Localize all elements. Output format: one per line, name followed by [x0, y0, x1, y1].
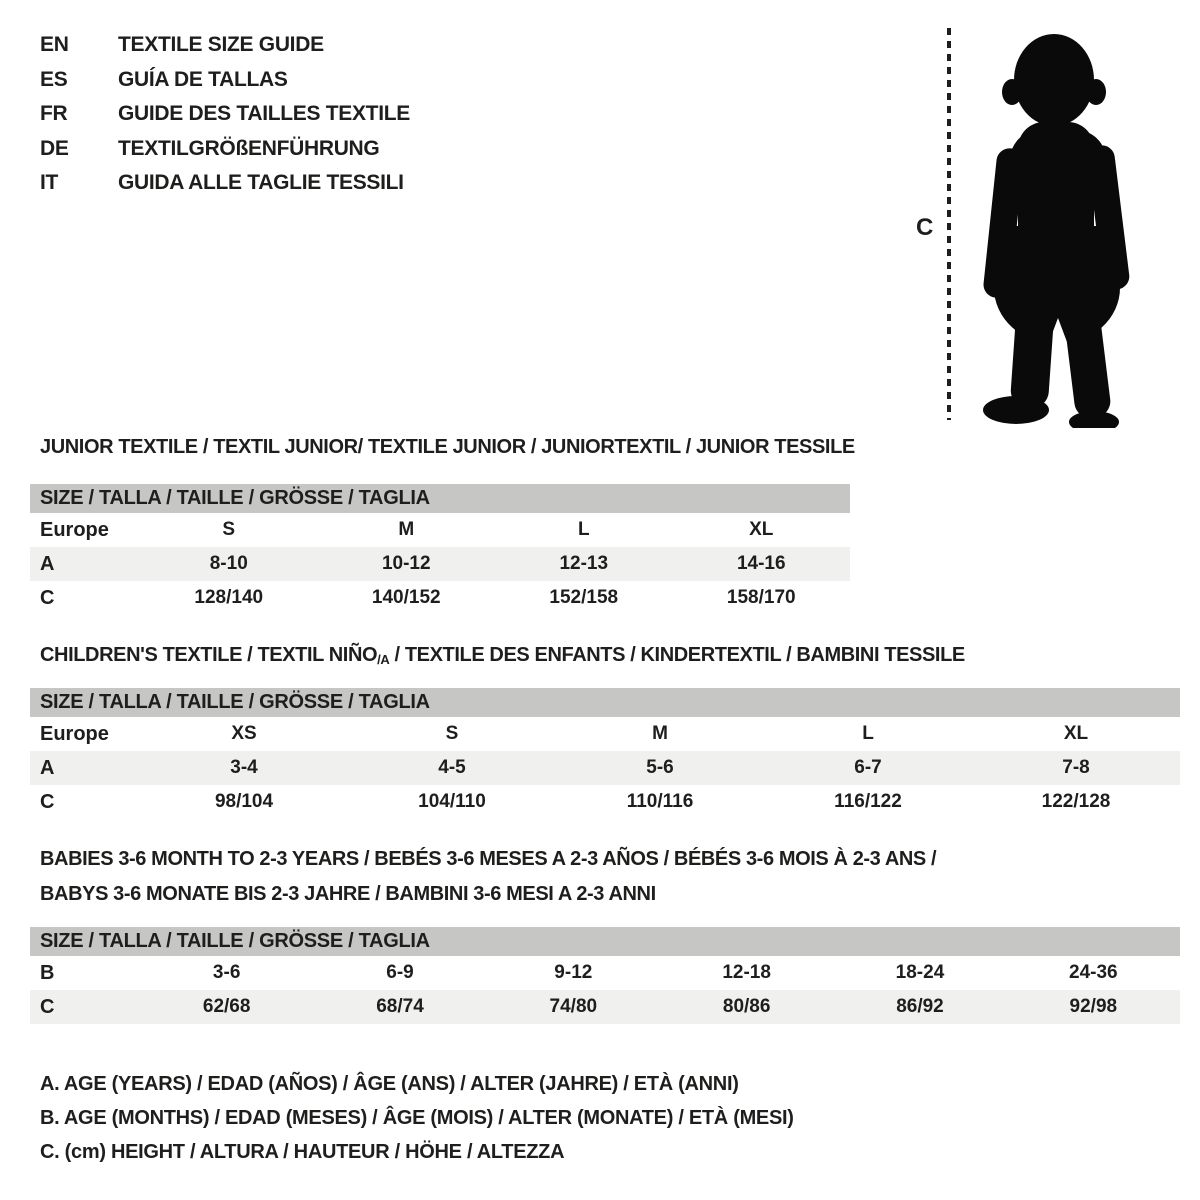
row-label: C: [40, 586, 55, 609]
babies-title-line2: BABYS 3-6 MONATE BIS 2-3 JAHRE / BAMBINI 3-6 MESI A 2-3 ANNI: [40, 883, 656, 905]
table-cell: XL: [1063, 723, 1089, 744]
table-row: [30, 717, 1180, 751]
legend-line-b: B. AGE (MONTHS) / EDAD (MESES) / ÂGE (MOIS) / ALTER (MONATE) / ETÀ (MESI): [40, 1107, 794, 1129]
table-cell: 8-10: [209, 553, 248, 574]
children-size-header: SIZE / TALLA / TAILLE / GRÖSSE / TAGLIA: [30, 688, 1180, 717]
table-cell: 104/110: [418, 791, 486, 812]
table-cell: L: [577, 519, 590, 540]
table-cell: 122/128: [1041, 791, 1111, 812]
table-cell: 152/158: [549, 587, 619, 608]
table-cell: M: [652, 723, 668, 744]
row-label: B: [40, 961, 55, 984]
table-cell: S: [445, 723, 459, 744]
table-row: [30, 990, 1180, 1024]
language-title: GUIDA ALLE TAGLIE TESSILI: [118, 171, 404, 194]
table-cell: 3-6: [212, 962, 241, 983]
language-code: IT: [40, 171, 59, 194]
table-cell: 10-12: [381, 553, 431, 574]
table-cell: XS: [231, 723, 257, 744]
junior-section-title: JUNIOR TEXTILE / TEXTIL JUNIOR/ TEXTILE JUNIOR / JUNIORTEXTIL / JUNIOR TESSILE: [40, 436, 855, 458]
language-row: [40, 132, 410, 167]
language-title: GUIDE DES TAILLES TEXTILE: [118, 102, 410, 125]
table-cell: 7-8: [1062, 757, 1090, 778]
table-cell: M: [398, 519, 415, 540]
measure-c-label: C: [916, 214, 934, 241]
table-cell: 86/92: [896, 996, 944, 1017]
children-title-suffix: / TEXTILE DES ENFANTS / KINDERTEXTIL / BAMBINI TESSILE: [389, 644, 965, 666]
table-cell: 128/140: [194, 587, 264, 608]
dashed-measure-line-icon: [946, 28, 952, 420]
table-row: [30, 547, 850, 581]
babies-size-header: SIZE / TALLA / TAILLE / GRÖSSE / TAGLIA: [30, 927, 1180, 956]
table-row: [30, 956, 1180, 990]
table-cell: 14-16: [736, 553, 786, 574]
table-cell: 5-6: [646, 757, 674, 778]
table-cell: 24-36: [1069, 962, 1118, 983]
table-row: [30, 785, 1180, 819]
junior-size-header: SIZE / TALLA / TAILLE / GRÖSSE / TAGLIA: [30, 484, 850, 513]
row-label: C: [40, 790, 55, 813]
children-title-sub: /A: [377, 652, 390, 667]
table-cell: 80/86: [722, 996, 771, 1017]
table-cell: L: [862, 723, 874, 744]
table-cell: 3-4: [230, 757, 258, 778]
table-cell: 92/98: [1069, 996, 1118, 1017]
table-row: [30, 751, 1180, 785]
language-code: EN: [40, 33, 69, 56]
table-cell: 98/104: [214, 791, 274, 812]
table-cell: 6-9: [386, 962, 414, 983]
language-code: ES: [40, 67, 68, 91]
language-title: GUÍA DE TALLAS: [118, 67, 288, 91]
language-row: [40, 28, 410, 63]
legend-line-c: C. (cm) HEIGHT / ALTURA / HAUTEUR / HÖHE / ALTEZZA: [40, 1141, 565, 1163]
language-title: TEXTILE SIZE GUIDE: [118, 33, 324, 56]
table-cell: 62/68: [202, 996, 251, 1017]
language-code: DE: [40, 136, 69, 160]
toddler-silhouette-icon: [972, 30, 1140, 428]
row-label: Europe: [40, 518, 109, 541]
table-cell: 18-24: [895, 962, 945, 983]
language-guide: [40, 28, 410, 201]
measure-legend: [40, 1067, 794, 1169]
table-cell: 158/170: [726, 587, 796, 608]
language-row: [40, 63, 410, 98]
table-cell: 140/152: [371, 587, 441, 608]
babies-section-title: [40, 842, 936, 912]
table-cell: 74/80: [549, 996, 598, 1017]
row-label: Europe: [40, 722, 109, 745]
babies-title-line1: BABIES 3-6 MONTH TO 2-3 YEARS / BEBÉS 3-6 MESES A 2-3 AÑOS / BÉBÉS 3-6 MOIS À 2-3 ANS /: [40, 848, 937, 870]
children-size-table: [30, 717, 1180, 819]
table-cell: 4-5: [438, 757, 466, 778]
table-row: [30, 513, 850, 547]
table-cell: 110/116: [626, 791, 694, 812]
table-cell: 68/74: [376, 996, 424, 1017]
table-cell: 116/122: [834, 791, 902, 812]
language-row: [40, 166, 410, 201]
language-title: TEXTILGRÖßENFÜHRUNG: [118, 136, 380, 160]
row-label: C: [40, 995, 55, 1018]
babies-size-table: [30, 956, 1180, 1024]
table-cell: 9-12: [554, 962, 593, 983]
legend-line-a: A. AGE (YEARS) / EDAD (AÑOS) / ÂGE (ANS) / ALTER (JAHRE) / ETÀ (ANNI): [40, 1073, 739, 1095]
row-label: A: [40, 756, 55, 779]
table-cell: XL: [749, 519, 774, 540]
table-cell: 12-13: [559, 553, 609, 574]
language-row: [40, 97, 410, 132]
table-cell: S: [222, 519, 236, 540]
language-code: FR: [40, 102, 68, 125]
row-label: A: [40, 552, 55, 575]
table-cell: 6-7: [854, 757, 882, 778]
junior-size-table: [30, 513, 850, 615]
table-cell: 12-18: [722, 962, 771, 983]
children-section-title: [40, 644, 965, 667]
table-row: [30, 581, 850, 615]
height-measure-figure: [900, 18, 1180, 428]
children-title-prefix: CHILDREN'S TEXTILE / TEXTIL NIÑO: [40, 644, 378, 666]
